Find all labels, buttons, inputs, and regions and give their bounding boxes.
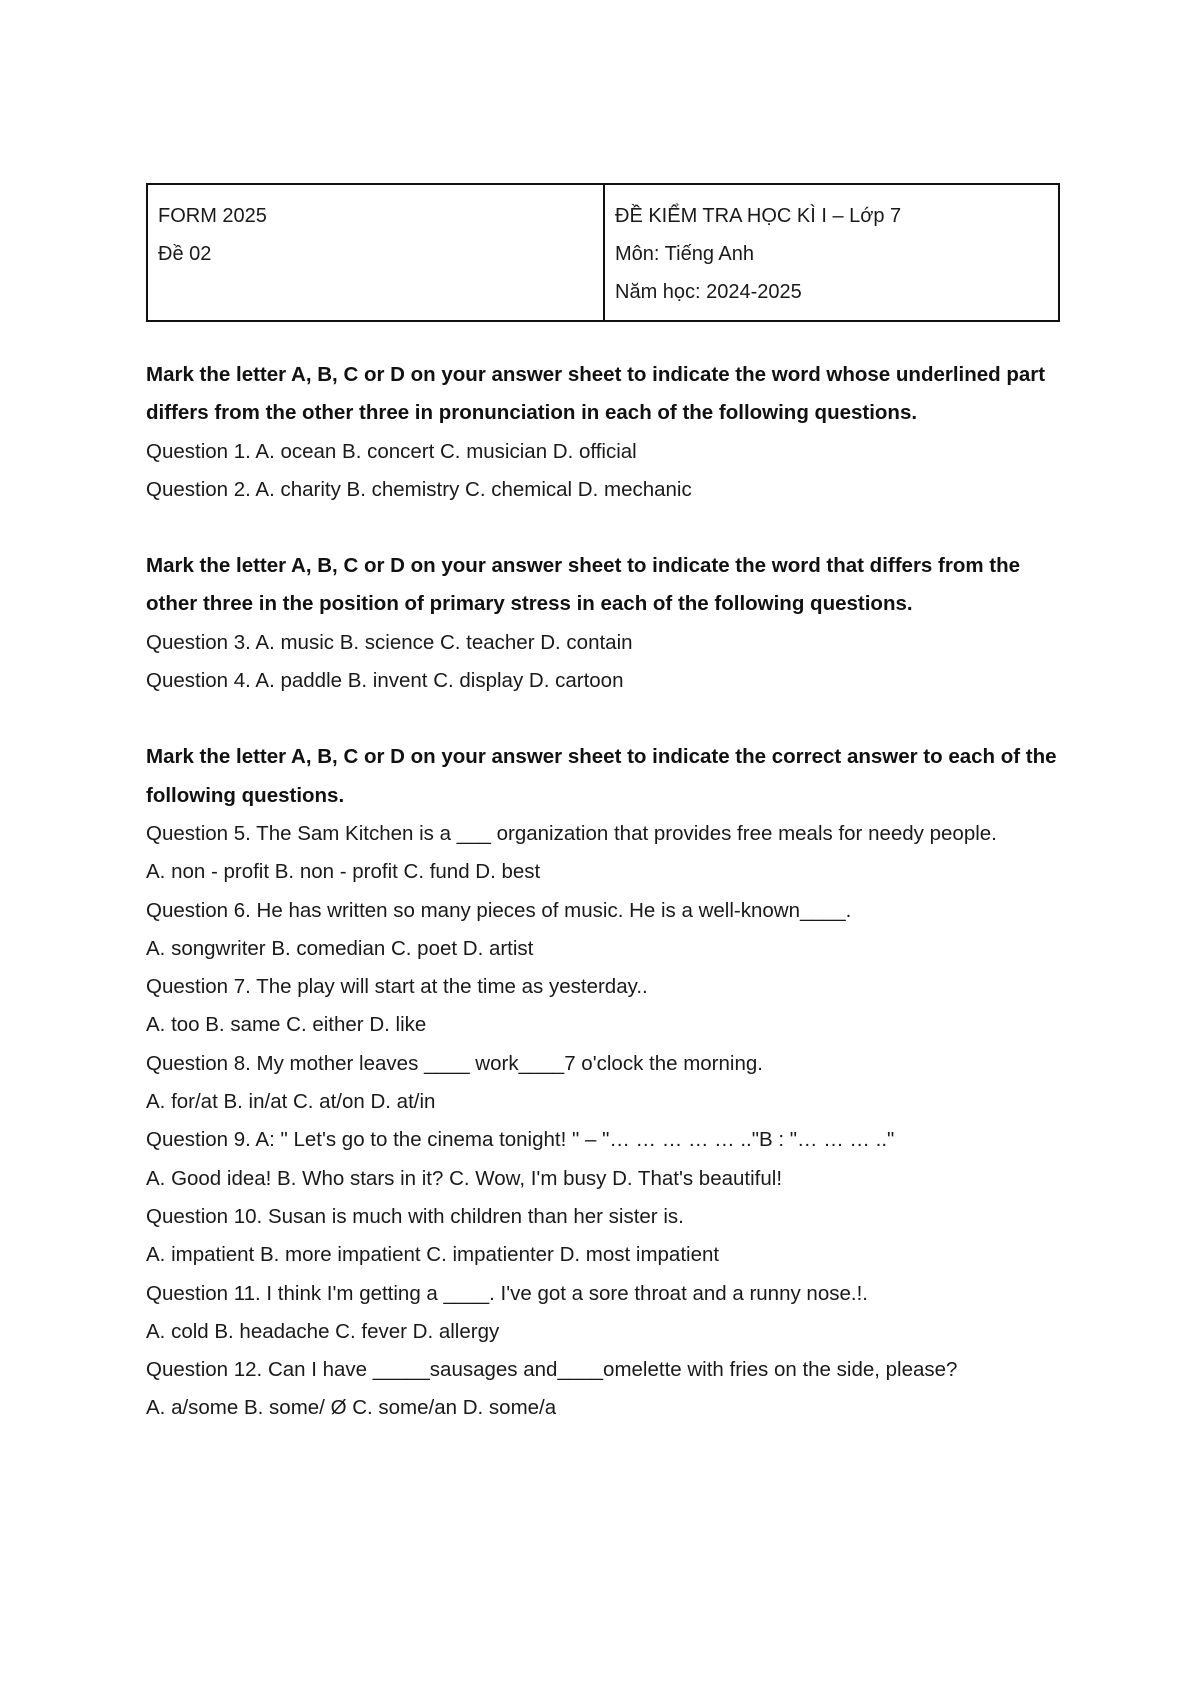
answer-options: A. non - profit B. non - profit C. fund D. best (146, 860, 541, 884)
answer-options: A. too B. same C. either D. like (146, 1013, 427, 1037)
form-label: FORM 2025 (158, 205, 267, 227)
question-line: Question 2. A. charity B. chemistry C. chemical D. mechanic (146, 477, 692, 501)
question-line: Question 6. He has written so many pieces of music. He is a well-known____. (146, 898, 852, 922)
section-pronunciation (146, 356, 1066, 509)
section-instruction: Mark the letter A, B, C or D on your answer sheet to indicate the correct answer to each of the following questions. (146, 745, 1057, 807)
header-left-cell (148, 185, 605, 320)
section-instruction: Mark the letter A, B, C or D on your answer sheet to indicate the word that differs from the other three in the position of primary stress in each of the following questions. (146, 554, 1021, 616)
exam-number: Đề 02 (158, 243, 212, 265)
section-instruction: Mark the letter A, B, C or D on your answer sheet to indicate the word whose underlined part differs from the other three in pronunciation in each of the following questions. (146, 363, 1046, 425)
answer-options: A. songwriter B. comedian C. poet D. artist (146, 936, 534, 960)
section-stress (146, 547, 1066, 700)
question-line: Question 11. I think I'm getting a ____. I've got a sore throat and a runny nose.!. (146, 1281, 868, 1305)
exam-content (146, 356, 1066, 1428)
school-year: Năm học: 2024-2025 (615, 281, 802, 303)
section-correct-answer (146, 738, 1066, 1427)
header-right-cell (605, 185, 1058, 320)
question-line: Question 1. A. ocean B. concert C. musician D. official (146, 439, 637, 463)
question-line: Question 5. The Sam Kitchen is a ___ organization that provides free meals for needy people. (146, 821, 997, 845)
answer-options: A. a/some B. some/ Ø C. some/an D. some/a (146, 1396, 557, 1420)
exam-title: ĐỀ KIỂM TRA HỌC KÌ I – Lớp 7 (615, 205, 902, 227)
answer-options: A. for/at B. in/at C. at/on D. at/in (146, 1090, 436, 1114)
question-line: Question 12. Can I have _____sausages and____omelette with fries on the side, please? (146, 1358, 958, 1382)
question-line: Question 9. A: " Let's go to the cinema tonight! " – "… … … … … .."B : "… … … .." (146, 1128, 895, 1152)
answer-options: A. Good idea! B. Who stars in it? C. Wow, I'm busy D. That's beautiful! (146, 1166, 783, 1190)
exam-header-table (146, 183, 1060, 322)
answer-options: A. cold B. headache C. fever D. allergy (146, 1319, 500, 1343)
question-line: Question 3. A. music B. science C. teacher D. contain (146, 630, 633, 654)
question-line: Question 4. A. paddle B. invent C. display D. cartoon (146, 669, 624, 693)
subject-label: Môn: Tiếng Anh (615, 243, 754, 265)
question-line: Question 7. The play will start at the time as yesterday.. (146, 975, 648, 999)
question-line: Question 10. Susan is much with children than her sister is. (146, 1204, 684, 1228)
question-line: Question 8. My mother leaves ____ work____7 o'clock the morning. (146, 1051, 763, 1075)
answer-options: A. impatient B. more impatient C. impatienter D. most impatient (146, 1243, 720, 1267)
